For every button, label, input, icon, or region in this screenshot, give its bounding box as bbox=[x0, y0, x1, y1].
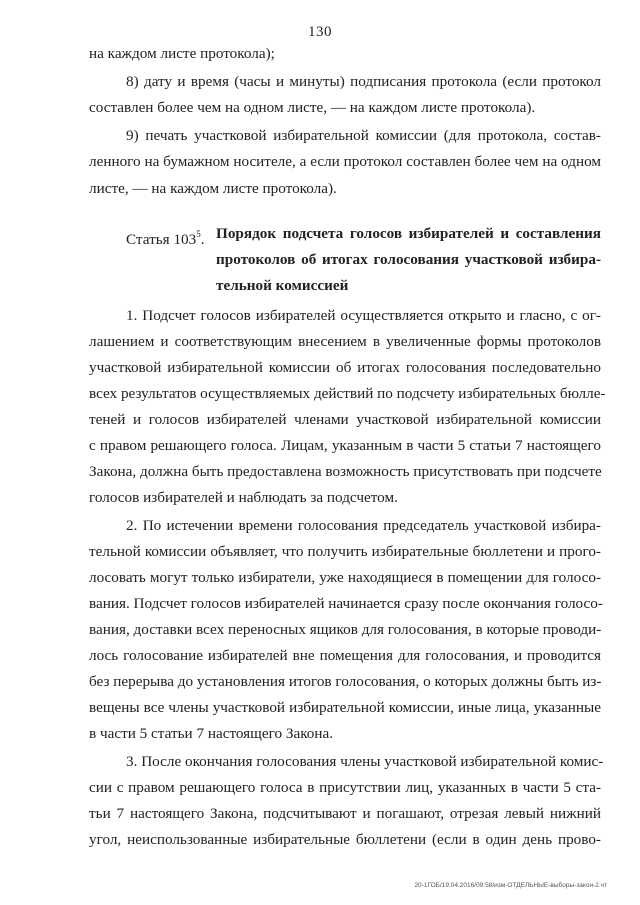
paragraph-2-line-1: 2. По истечении времени голосования председатель участковой избира- bbox=[126, 517, 601, 534]
article-label: Статья $103^5$. bbox=[126, 229, 205, 248]
list-item-8-line-2: составлен более чем на одном листе, — на каждом листе протокола). bbox=[89, 99, 536, 116]
paragraph-1-line-5: теней и голосов избирателей членами участковой избирательной комиссии bbox=[89, 411, 601, 428]
list-item-7-continuation: на каждом листе протокола); bbox=[89, 45, 275, 62]
paragraph-1-line-2: лашением и соответствующим внесением в увеличенные формы протоколов bbox=[89, 333, 601, 350]
file-path-footer: 20-1ГОБ/19.04.2016/09:58/изм-ОТДЕЛЬНЫЕ-выборы-закон-2.чт bbox=[414, 882, 607, 889]
paragraph-1-line-3: участковой избирательной комиссии об итогах голосования последовательно bbox=[89, 359, 601, 376]
article-title-line-1: Порядок подсчета голосов избирателей и составления bbox=[216, 225, 601, 242]
paragraph-1-line-1: 1. Подсчет голосов избирателей осуществляется открыто и гласно, с ог- bbox=[126, 307, 601, 324]
article-title-line-2: протоколов об итогах голосования участковой избира- bbox=[216, 251, 601, 268]
paragraph-1-line-8: голосов избирателей и наблюдать за подсчетом. bbox=[89, 489, 398, 506]
list-item-8-line-1: 8) дату и время (часы и минуты) подписания протокола (если протокол bbox=[126, 73, 601, 90]
paragraph-2-line-4: вания. Подсчет голосов избирателей начинается сразу после окончания голосо- bbox=[89, 595, 603, 612]
paragraph-3-line-2: сии с правом решающего голоса в присутствии лиц, указанных в части 5 ста- bbox=[89, 779, 601, 796]
page-number: 130 bbox=[308, 24, 332, 40]
paragraph-2-line-6: лось голосование избирателей вне помещения для голосования, и проводится bbox=[89, 647, 601, 664]
paragraph-1-line-7: Закона, должна быть предоставлена возможность присутствовать при подсчете bbox=[89, 463, 602, 480]
paragraph-2-line-9: в части 5 статьи 7 настоящего Закона. bbox=[89, 725, 334, 742]
paragraph-1-line-4: всех результатов осуществляемых действий по подсчету избирательных бюлле- bbox=[89, 385, 606, 402]
list-item-9-line-2: ленного на бумажном носителе, а если протокол составлен более чем на одном bbox=[89, 153, 601, 170]
paragraph-3-line-4: угол, неиспользованные избирательные бюллетени (если в один день прово- bbox=[89, 831, 601, 848]
paragraph-2-line-2: тельной комиссии объявляет, что получить избирательные бюллетени и прого- bbox=[89, 543, 601, 560]
paragraph-3-line-3: тьи 7 настоящего Закона, подсчитывают и погашают, отрезая левый нижний bbox=[89, 805, 601, 822]
paragraph-3-line-1: 3. После окончания голосования члены участковой избирательной комис- bbox=[126, 753, 604, 770]
list-item-9-line-3: листе, — на каждом листе протокола). bbox=[89, 180, 337, 197]
paragraph-2-line-3: лосовать могут только избиратели, уже находящиеся в помещении для голосо- bbox=[89, 569, 601, 586]
article-title-line-3: тельной комиссией bbox=[216, 277, 349, 294]
list-item-9-line-1: 9) печать участковой избирательной комиссии (для протокола, состав- bbox=[126, 127, 601, 144]
paragraph-2-line-8: вещены все члены участковой избирательной комиссии, иные лица, указанные bbox=[89, 699, 601, 716]
paragraph-2-line-7: без перерыва до установления итогов голосования, о которых должны быть из- bbox=[89, 673, 602, 690]
paragraph-1-line-6: с правом решающего голоса. Лицам, указанным в части 5 статьи 7 настоящего bbox=[89, 437, 601, 454]
paragraph-2-line-5: вания, доставки всех переносных ящиков для голосования, в которые проводи- bbox=[89, 621, 602, 638]
